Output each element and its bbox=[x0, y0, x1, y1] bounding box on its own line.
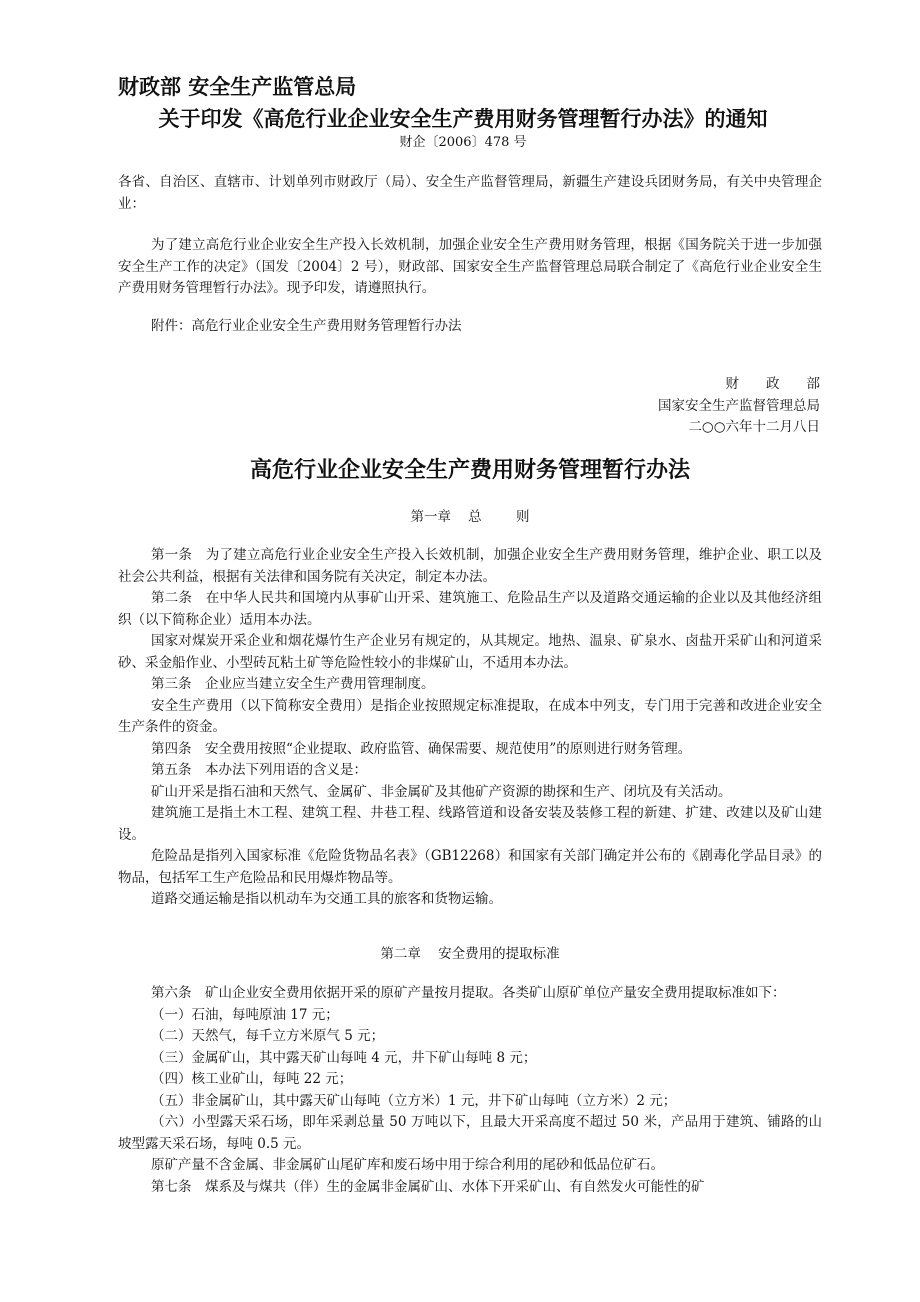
issuing-organizations: 财政部 安全生产监管总局 bbox=[118, 75, 357, 99]
article-paragraph: 矿山开采是指石油和天然气、金属矿、非金属矿及其他矿产资源的勘探和生产、闭坑及有关活动。 bbox=[151, 783, 732, 800]
article-paragraph: 第五条 本办法下列用语的含义是： bbox=[151, 762, 367, 778]
chapter-2-body bbox=[118, 983, 822, 1198]
article-paragraph: 危险品是指列入国家标准《危险货物品名表》（GB12268）和国家有关部门确定并公布的《剧毒化学品目录》的物品，包括军工生产危险品和民用爆炸物品等。 bbox=[118, 848, 822, 886]
article-paragraph: 安全生产费用（以下简称安全费用）是指企业按照规定标准提取，在成本中列支，专门用于完善和改进企业安全生产条件的资金。 bbox=[118, 697, 822, 735]
article-paragraph: 建筑施工是指土木工程、建筑工程、井巷工程、线路管道和设备安装及装修工程的新建、扩建、改建以及矿山建设。 bbox=[118, 805, 822, 843]
list-item: （三）金属矿山，其中露天矿山每吨 4 元，井下矿山每吨 8 元； bbox=[151, 1049, 537, 1066]
signature-date: 二○○六年十二月八日 bbox=[688, 419, 820, 435]
notice-body-paragraph: 为了建立高危行业企业安全生产投入长效机制，加强企业安全生产费用财务管理，根据《国务院关于进一步加强安全生产工作的决定》（国发〔2004〕2 号），财政部、国家安全生产监督管理总局联合制定了《高危行业企业安全生产费用财务管理暂行办法》。现予印发，请遵照执行。 bbox=[118, 237, 822, 296]
list-item: （一）石油，每吨原油 17 元； bbox=[151, 1006, 339, 1023]
chapter-2-heading: 第二章 安全费用的提取标准 bbox=[380, 946, 560, 962]
signature-ministry-of-finance: 财 政 部 bbox=[725, 376, 820, 392]
attachment-line: 附件：高危行业企业安全生产费用财务管理暂行办法 bbox=[151, 318, 462, 334]
article-paragraph: 第七条 煤系及与煤共（伴）生的金属非金属矿山、水体下开采矿山、有自然发火可能性的矿 bbox=[151, 1178, 705, 1195]
article-paragraph: 第三条 企业应当建立安全生产费用管理制度。 bbox=[151, 676, 435, 692]
list-item: （二）天然气，每千立方米原气 5 元； bbox=[151, 1028, 385, 1044]
article-paragraph: 第一条 为了建立高危行业企业安全生产投入长效机制，加强企业安全生产费用财务管理，维护企业、职工以及社会公共利益，根据有关法律和国务院有关决定，制定本办法。 bbox=[118, 547, 822, 585]
chapter-1-heading: 第一章 总 则 bbox=[410, 509, 530, 525]
article-paragraph: 第四条 安全费用按照“企业提取、政府监管、确保需要、规范使用”的原则进行财务管理。 bbox=[151, 740, 692, 757]
list-item: （六）小型露天采石场，即年采剥总量 50 万吨以下，且最大开采高度不超过 50 米，产品用于建筑、铺路的山坡型露天采石场，每吨 0.5 元。 bbox=[118, 1114, 822, 1152]
list-item: （四）核工业矿山，每吨 22 元； bbox=[151, 1071, 353, 1087]
article-paragraph: 道路交通运输是指以机动车为交通工具的旅客和货物运输。 bbox=[151, 891, 502, 907]
measures-title: 高危行业企业安全生产费用财务管理暂行办法 bbox=[249, 458, 690, 483]
signature-safety-administration: 国家安全生产监督管理总局 bbox=[658, 398, 820, 414]
article-paragraph: 第二条 在中华人民共和国境内从事矿山开采、建筑施工、危险品生产以及道路交通运输的企业以及其他经济组织（以下简称企业）适用本办法。 bbox=[118, 590, 822, 628]
article-paragraph: 原矿产量不含金属、非金属矿山尾矿库和废石场中用于综合利用的尾砂和低品位矿石。 bbox=[151, 1157, 664, 1173]
list-item: （五）非金属矿山，其中露天矿山每吨（立方米）1 元，井下矿山每吨（立方米）2 元； bbox=[151, 1092, 677, 1109]
document-number: 财企〔2006〕478 号 bbox=[399, 135, 527, 150]
chapter-1-body bbox=[118, 545, 822, 911]
recipients-paragraph: 各省、自治区、直辖市、计划单列市财政厅（局）、安全生产监督管理局，新疆生产建设兵团财务局，有关中央管理企业： bbox=[118, 174, 822, 212]
article-paragraph: 国家对煤炭开采企业和烟花爆竹生产企业另有规定的，从其规定。地热、温泉、矿泉水、卤盐开采矿山和河道采砂、采金船作业、小型砖瓦粘土矿等危险性较小的非煤矿山，不适用本办法。 bbox=[118, 633, 822, 671]
notice-title: 关于印发《高危行业企业安全生产费用财务管理暂行办法》的通知 bbox=[158, 107, 768, 131]
article-paragraph: 第六条 矿山企业安全费用依据开采的原矿产量按月提取。各类矿山原矿单位产量安全费用提取标准如下： bbox=[151, 985, 786, 1001]
